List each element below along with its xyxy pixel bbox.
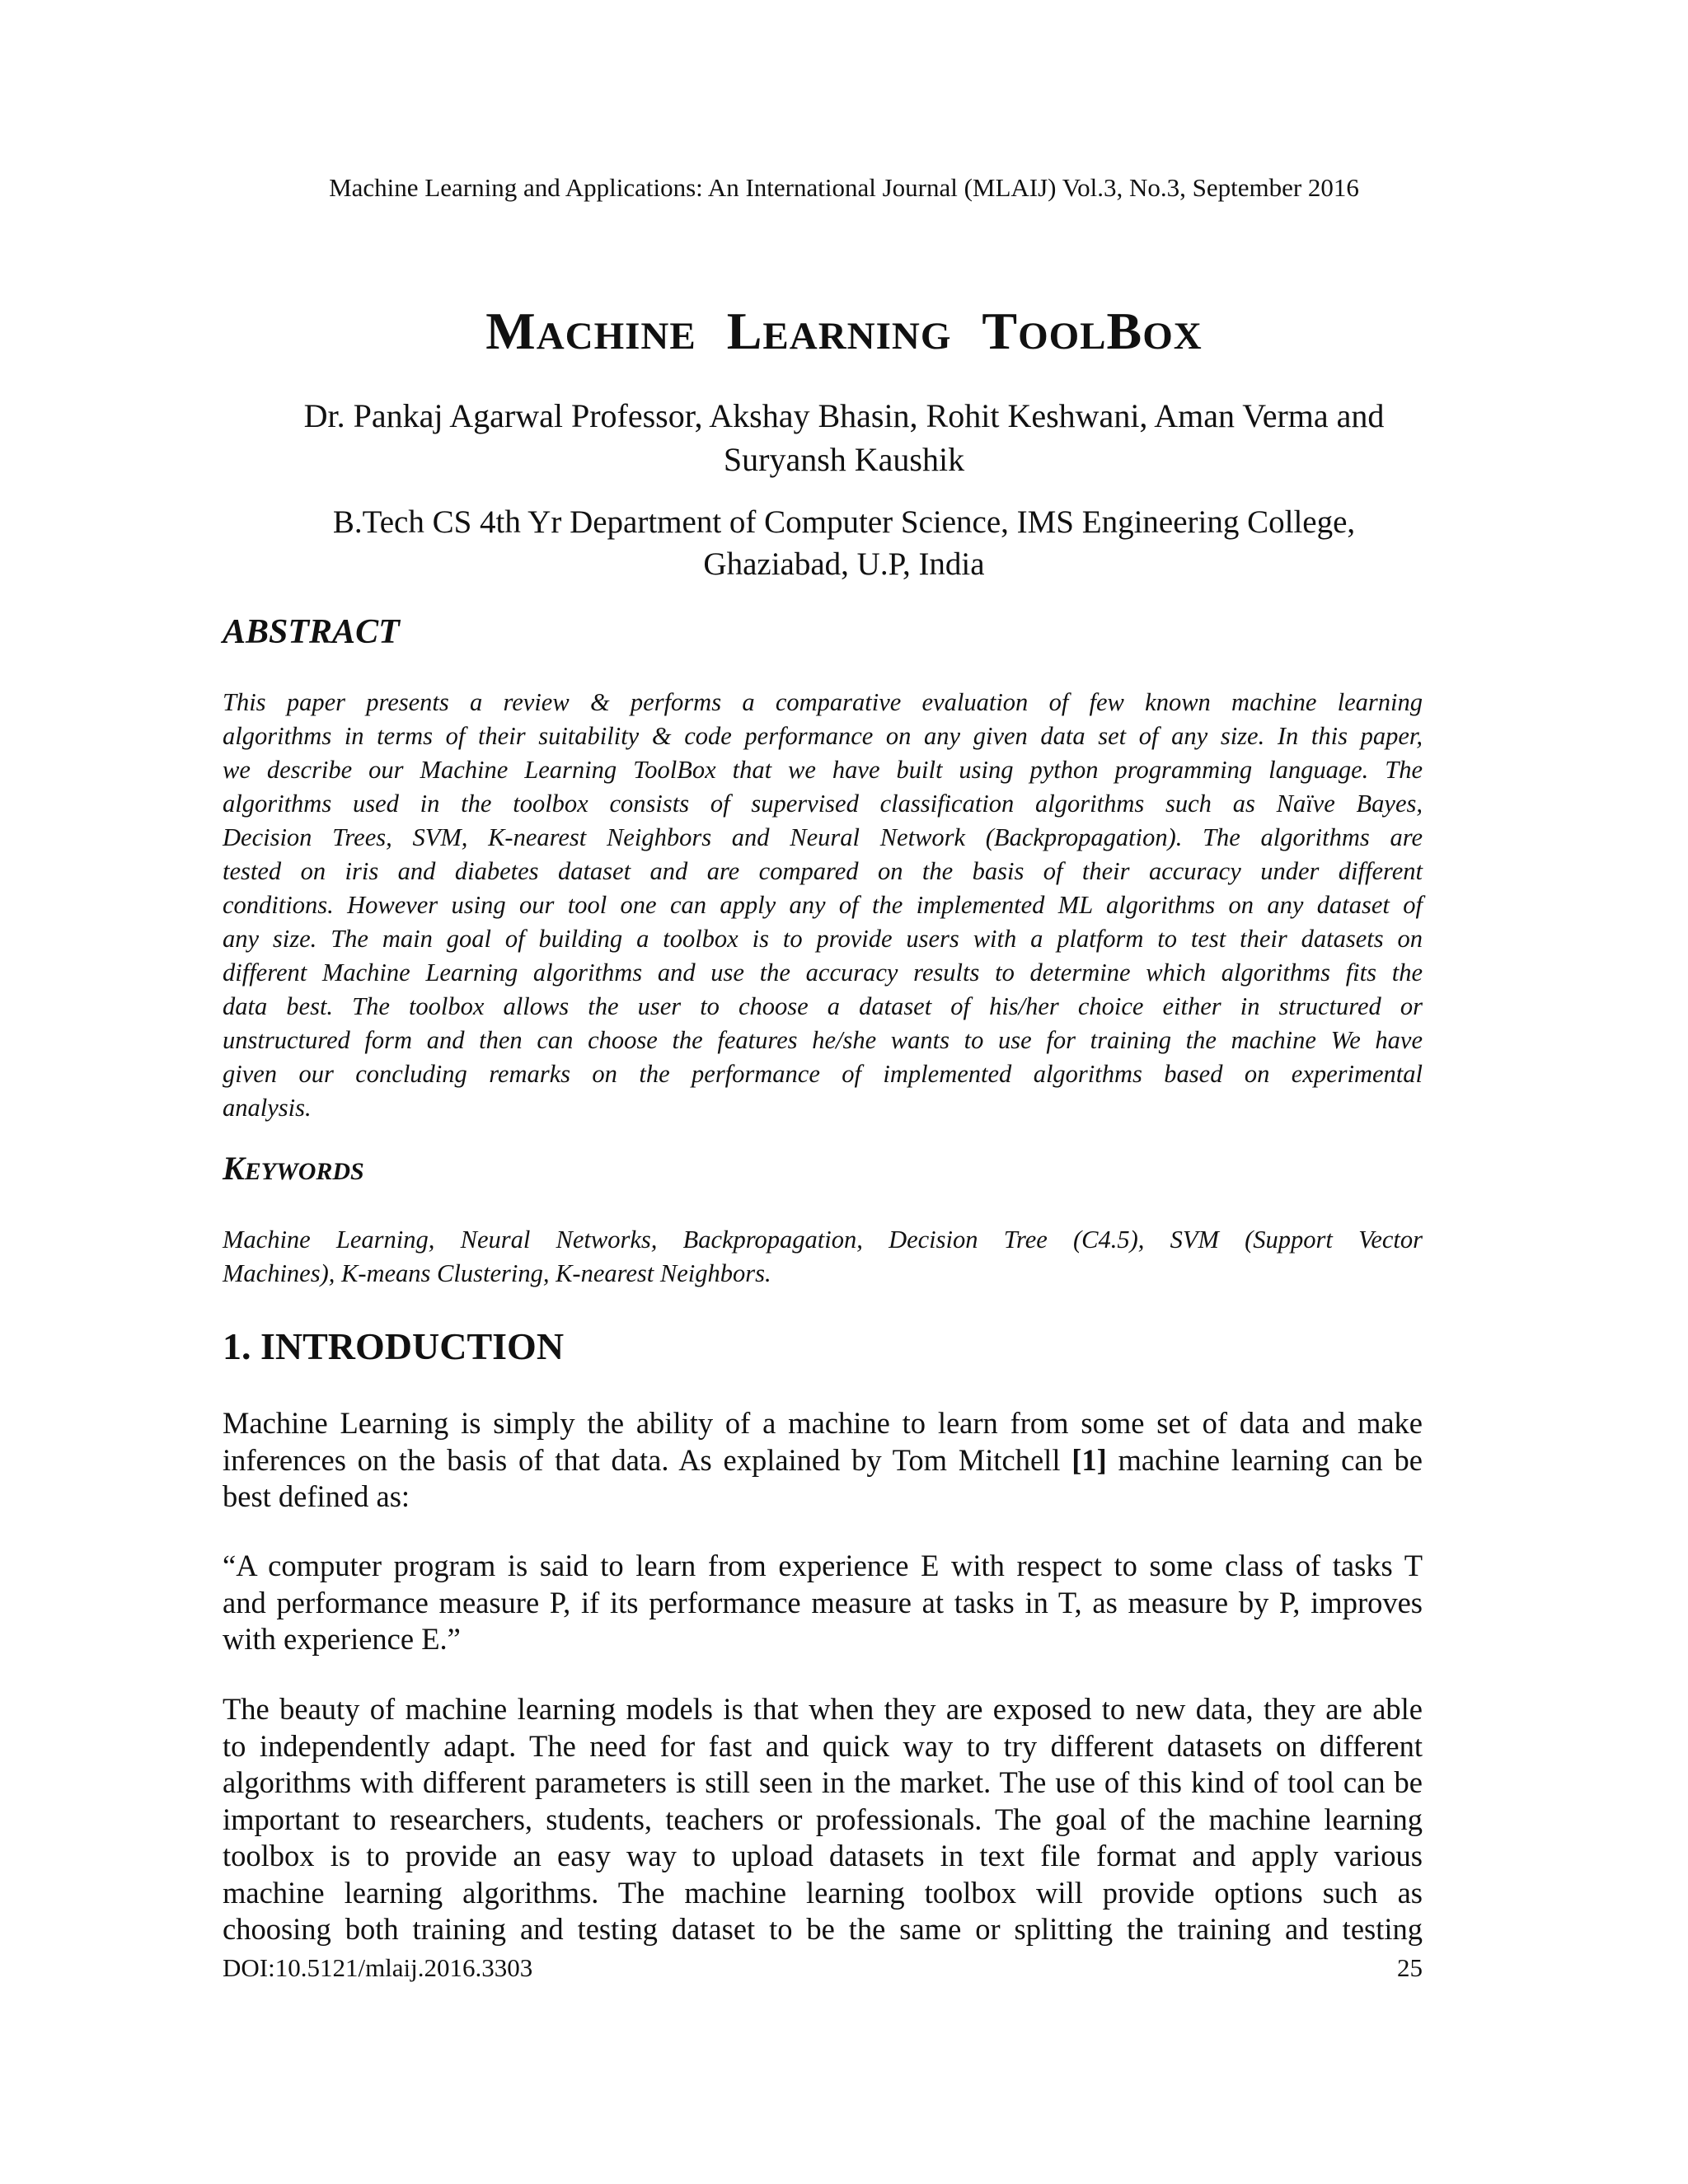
body-line: inferences on the basis of that data. As explained by Tom Mitchell [1] machine learning can be [223, 1442, 1423, 1477]
abstract-line: given our concluding remarks on the performance of implemented algorithms based on experimental [223, 1060, 1423, 1088]
doi-link[interactable]: DOI:10.5121/mlaij.2016.3303 [223, 1953, 533, 1982]
abstract-line: tested on iris and diabetes dataset and are compared on the basis of their accuracy under different [223, 857, 1423, 885]
abstract-line: algorithms in terms of their suitability & code performance on any given data set of any size. In this paper, [223, 722, 1423, 750]
body-line: “A computer program is said to learn from experience E with respect to some class of tasks T [223, 1549, 1423, 1582]
abstract-line: unstructured form and then can choose the features he/she wants to use for training the machine We have [223, 1026, 1423, 1054]
body-line: The beauty of machine learning models is that when they are exposed to new data, they are able [223, 1692, 1423, 1726]
abstract-line: any size. The main goal of building a toolbox is to provide users with a platform to test their datasets on [223, 925, 1423, 953]
abstract-line: This paper presents a review & performs a comparative evaluation of few known machine learning [223, 688, 1423, 716]
body-line: and performance measure P, if its performance measure at tasks in T, as measure by P, improves [223, 1585, 1423, 1619]
body-line: best defined as: [223, 1479, 410, 1513]
citation-ref: [1] [1071, 1442, 1107, 1477]
keywords-line: Machines), K-means Clustering, K-nearest Neighbors. [223, 1259, 771, 1287]
abstract-line: algorithms used in the toolbox consists of supervised classification algorithms such as Naïve Bayes, [223, 790, 1423, 818]
body-line: Machine Learning is simply the ability of a machine to learn from some set of data and make [223, 1406, 1423, 1440]
abstract-line: data best. The toolbox allows the user to choose a dataset of his/her choice either in structured or [223, 992, 1423, 1020]
abstract-body [223, 686, 1423, 1125]
keywords-line: Machine Learning, Neural Networks, Backpropagation, Decision Tree (C4.5), SVM (Support Vector [223, 1226, 1423, 1254]
body-line: with experience E.” [223, 1622, 461, 1656]
abstract-line: Decision Trees, SVM, K-nearest Neighbors and Neural Network (Backpropagation). The algorithms are [223, 823, 1423, 851]
title-word-learning: LEARNING [726, 302, 952, 360]
keywords-heading: KEYWORDS [223, 1150, 364, 1187]
body-line: machine learning algorithms. The machine learning toolbox will provide options such as [223, 1875, 1423, 1910]
affiliation [198, 501, 1490, 585]
intro-paragraph-3 [223, 1691, 1423, 1948]
abstract-line: we describe our Machine Learning ToolBox that we have built using python programming language. The [223, 756, 1423, 784]
body-line: to independently adapt. The need for fast and quick way to try different datasets on different [223, 1728, 1423, 1763]
intro-paragraph-1 [223, 1405, 1423, 1516]
title-word-machine: MACHINE [485, 302, 696, 360]
affiliation-line: B.Tech CS 4th Yr Department of Computer Science, IMS Engineering College, [332, 504, 1356, 540]
abstract-line: different Machine Learning algorithms and use the accuracy results to determine which algorithms fits the [223, 958, 1423, 987]
title-word-toolbox: TOOLBOX [982, 302, 1203, 360]
body-line: choosing both training and testing dataset to be the same or splitting the training and testing [223, 1912, 1423, 1946]
body-line: toolbox is to provide an easy way to upload datasets in text file format and apply various [223, 1839, 1423, 1872]
author-list [198, 394, 1490, 481]
abstract-heading: ABSTRACT [223, 613, 400, 651]
page-number: 25 [1397, 1953, 1423, 1982]
intro-quote-paragraph [223, 1548, 1423, 1658]
body-line: important to researchers, students, teachers or professionals. The goal of the machine learning [223, 1802, 1423, 1836]
keywords-body [223, 1223, 1423, 1291]
abstract-line: analysis. [223, 1094, 312, 1122]
author-line: Dr. Pankaj Agarwal Professor, Akshay Bhasin, Rohit Keshwani, Aman Verma and [303, 397, 1385, 434]
paper-title [0, 298, 1688, 369]
body-line: algorithms with different parameters is still seen in the market. The use of this kind of tool can be [223, 1765, 1423, 1799]
affiliation-line: Ghaziabad, U.P, India [703, 546, 985, 582]
author-line: Suryansh Kaushik [723, 441, 965, 478]
introduction-heading: 1. INTRODUCTION [223, 1325, 565, 1367]
abstract-line: conditions. However using our tool one can apply any of the implemented ML algorithms on any dataset of [223, 891, 1423, 919]
running-header: Machine Learning and Applications: An International Journal (MLAIJ) Vol.3, No.3, September 2016 [329, 173, 1359, 202]
